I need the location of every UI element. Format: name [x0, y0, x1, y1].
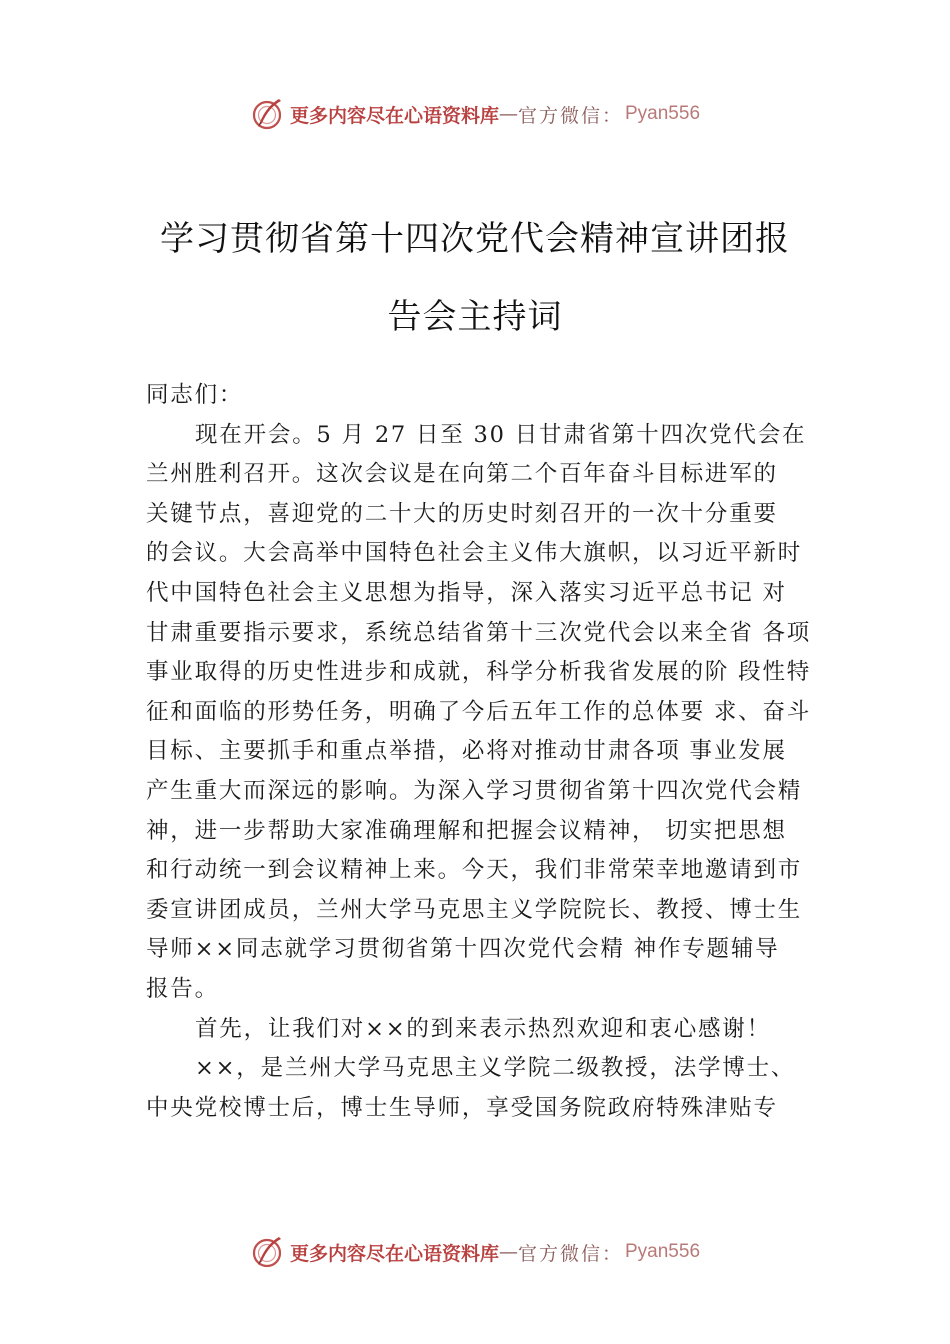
paragraph-line: 产生重大而深远的影响。为深入学习贯彻省第十四次党代会精 — [146, 777, 803, 804]
paragraph-line: 关键节点，喜迎党的二十大的历史时刻召开的一次十分重要 — [146, 500, 778, 527]
watermark-wechat-label: 官方微信： — [517, 1242, 623, 1265]
salutation — [146, 376, 836, 416]
paragraph-line: ××，是兰州大学马克思主义学院二级教授，法学博士、 — [195, 1055, 796, 1082]
document-title — [0, 200, 950, 356]
paragraph-line: 现在开会。5 月 27 日至 30 日甘肃省第十四次党代会在 — [195, 421, 807, 448]
title-line-1: 学习贯彻省第十四次党代会精神宣讲团报 — [160, 219, 790, 259]
paragraph-line: 征和面临的形势任务，明确了今后五年工作的总体要 求、奋斗 — [146, 698, 812, 725]
paragraph-line: 导师××同志就学习贯彻省第十四次党代会精 神作专题辅导 — [146, 936, 780, 963]
paragraph-line: 和行动统一到会议精神上来。今天，我们非常荣幸地邀请到市 — [146, 857, 803, 884]
header-watermark — [0, 94, 950, 134]
paragraph-2 — [146, 1010, 836, 1050]
salutation-text: 同志们： — [146, 382, 244, 408]
watermark-brand: 更多内容尽在心语资料库 — [289, 104, 499, 127]
quill-seal-icon — [250, 97, 284, 131]
document-body — [146, 376, 836, 1128]
watermark-account: Pyan556 — [625, 103, 701, 124]
quill-seal-icon — [250, 1235, 284, 1269]
paragraph-line: 中央党校博士后，博士生导师，享受国务院政府特殊津贴专 — [146, 1094, 778, 1121]
watermark-wechat-label: 官方微信： — [517, 104, 623, 127]
paragraph-line: 报告。 — [146, 975, 219, 1002]
paragraph-line: 甘肃重要指示要求，系统总结省第十三次党代会以来全省 各项 — [146, 619, 812, 646]
paragraph-line: 委宣讲团成员，兰州大学马克思主义学院院长、教授、博士生 — [146, 896, 803, 923]
watermark-account: Pyan556 — [625, 1241, 701, 1262]
watermark-dash: — — [498, 1241, 518, 1263]
paragraph-3 — [146, 1049, 836, 1128]
paragraph-line: 事业取得的历史性进步和成就，科学分析我省发展的阶 段性特 — [146, 659, 812, 686]
paragraph-line: 首先，让我们对××的到来表示热烈欢迎和衷心感谢！ — [195, 1015, 771, 1042]
title-line-2: 告会主持词 — [387, 297, 563, 337]
paragraph-1 — [146, 416, 836, 1010]
paragraph-line: 目标、主要抓手和重点举措，必将对推动甘肃各项 事业发展 — [146, 738, 787, 765]
watermark-dash: — — [498, 103, 518, 125]
paragraph-line: 兰州胜利召开。这次会议是在向第二个百年奋斗目标进军的 — [146, 461, 778, 488]
watermark-brand: 更多内容尽在心语资料库 — [289, 1242, 499, 1265]
paragraph-line: 的会议。大会高举中国特色社会主义伟大旗帜，以习近平新时 — [146, 540, 803, 567]
footer-watermark — [0, 1232, 950, 1272]
paragraph-line: 神，进一步帮助大家准确理解和把握会议精神， 切实把思想 — [146, 817, 787, 844]
paragraph-line: 代中国特色社会主义思想为指导，深入落实习近平总书记 对 — [146, 579, 787, 606]
